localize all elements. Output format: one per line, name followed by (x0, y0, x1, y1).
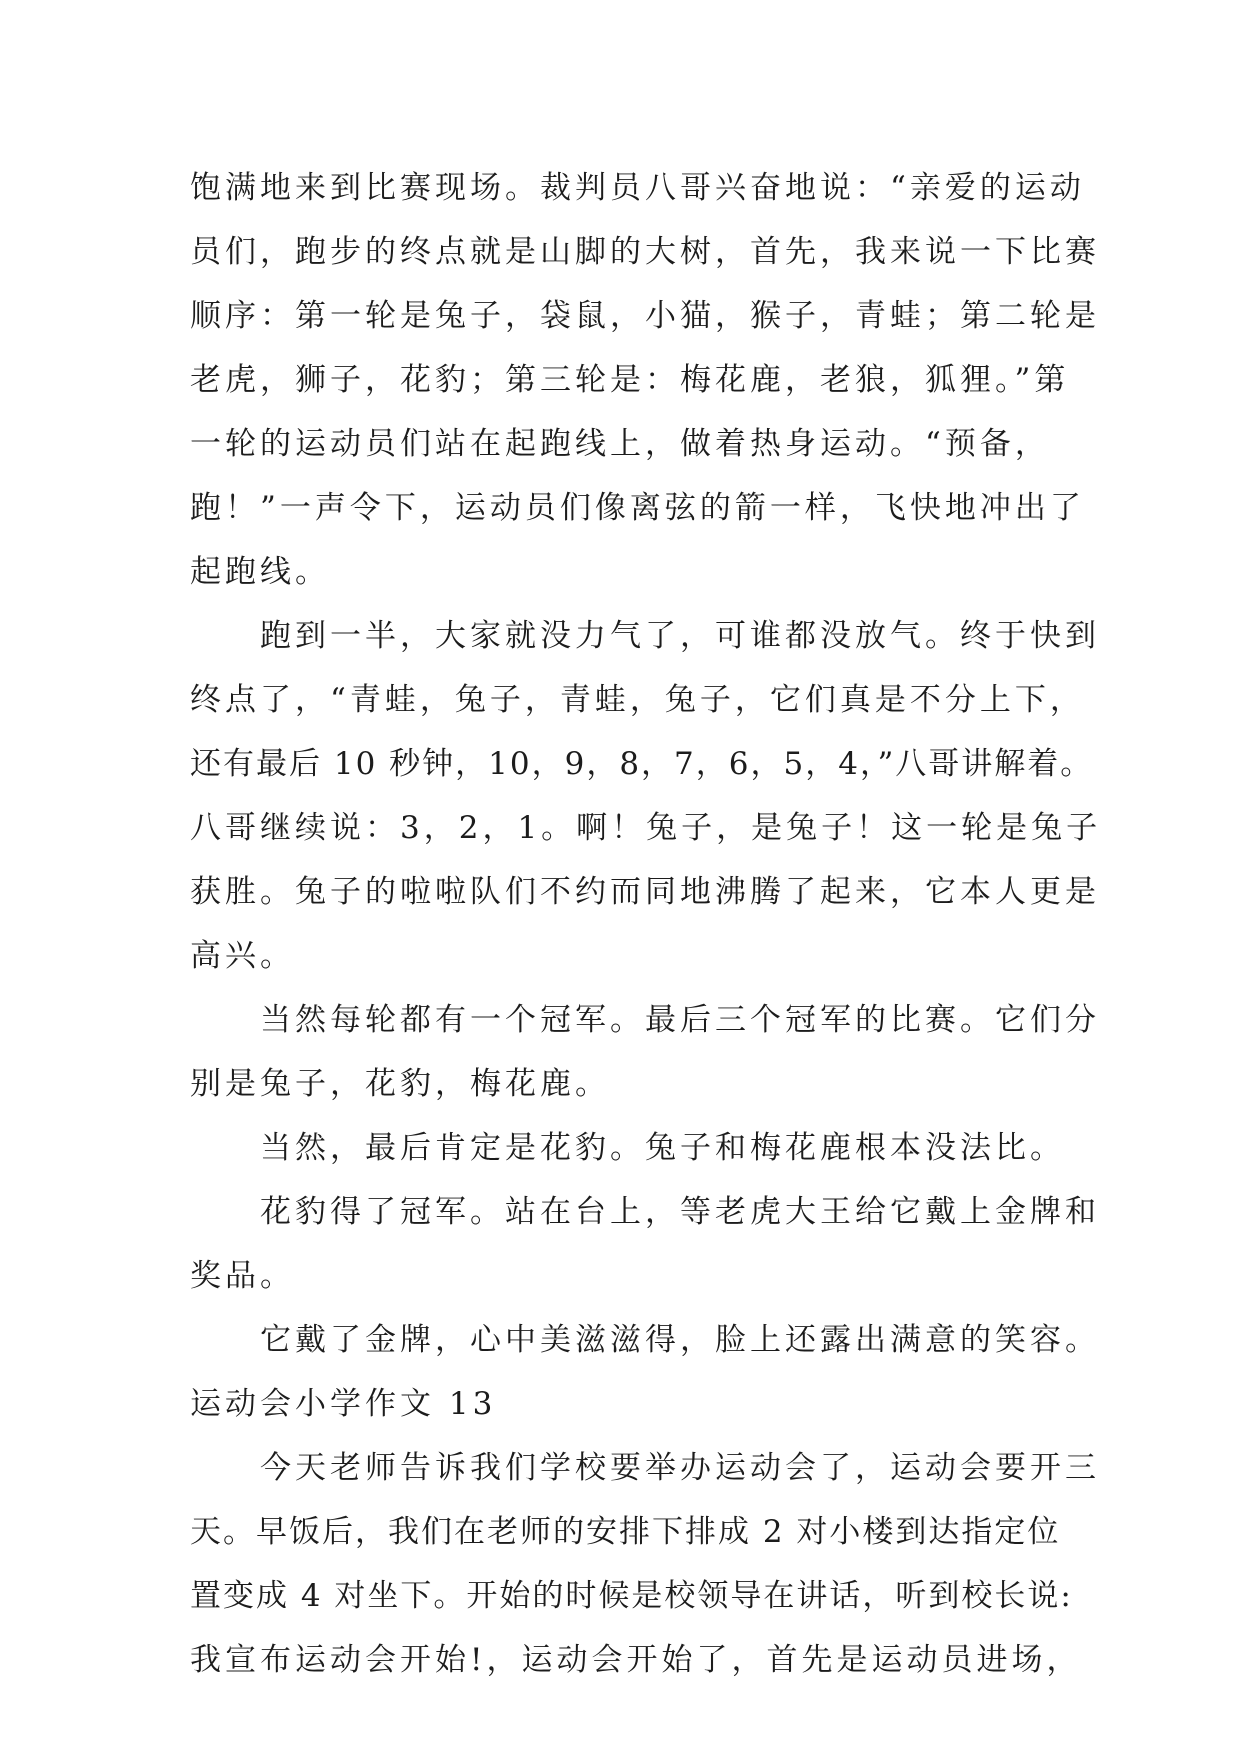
text-line: 奖品。 (190, 1258, 295, 1294)
text-line: 饱满地来到比赛现场。裁判员八哥兴奋地说：“亲爱的运动 (190, 170, 1085, 206)
text-line: 置变成 4 对坐下。开始的时候是校领导在讲话，听到校长说: (190, 1578, 1073, 1614)
text-line: 它戴了金牌，心中美滋滋得，脸上还露出满意的笑容。 (190, 1322, 1100, 1358)
text-line: 员们，跑步的终点就是山脚的大树，首先，我来说一下比赛 (190, 234, 1100, 270)
text-line: 跑到一半，大家就没力气了，可谁都没放气。终于快到 (190, 618, 1100, 654)
essay-text (190, 156, 1102, 1692)
text-line: 老虎，狮子，花豹；第三轮是：梅花鹿，老狼，狐狸。”第 (190, 362, 1070, 398)
text-line: 获胜。兔子的啦啦队们不约而同地沸腾了起来，它本人更是 (190, 874, 1100, 910)
text-line: 还有最后 10 秒钟，10，9，8，7，6，5，4，”八哥讲解着。 (190, 746, 1094, 782)
text-line: 一轮的运动员们站在起跑线上，做着热身运动。“预备， (190, 426, 1050, 462)
text-line: 今天老师告诉我们学校要举办运动会了，运动会要开三 (190, 1450, 1100, 1486)
text-line: 天。早饭后，我们在老师的安排下排成 2 对小楼到达指定位 (190, 1514, 1061, 1550)
text-line: 我宣布运动会开始!，运动会开始了，首先是运动员进场， (190, 1642, 1082, 1678)
section-heading: 运动会小学作文 13 (190, 1386, 497, 1422)
text-line: 当然，最后肯定是花豹。兔子和梅花鹿根本没法比。 (190, 1130, 1065, 1166)
text-line: 终点了，“青蛙，兔子，青蛙，兔子，它们真是不分上下， (190, 682, 1085, 718)
text-line: 顺序：第一轮是兔子，袋鼠，小猫，猴子，青蛙；第二轮是 (190, 298, 1100, 334)
text-line: 八哥继续说：3，2，1。啊！兔子，是兔子！这一轮是兔子 (190, 810, 1102, 846)
text-line: 别是兔子，花豹，梅花鹿。 (190, 1066, 610, 1102)
text-line: 跑！”一声令下，运动员们像离弦的箭一样，飞快地冲出了 (190, 490, 1085, 526)
text-line: 高兴。 (190, 938, 295, 974)
text-line: 花豹得了冠军。站在台上，等老虎大王给它戴上金牌和 (190, 1194, 1100, 1230)
text-line: 当然每轮都有一个冠军。最后三个冠军的比赛。它们分 (190, 1002, 1100, 1038)
text-line: 起跑线。 (190, 554, 330, 590)
